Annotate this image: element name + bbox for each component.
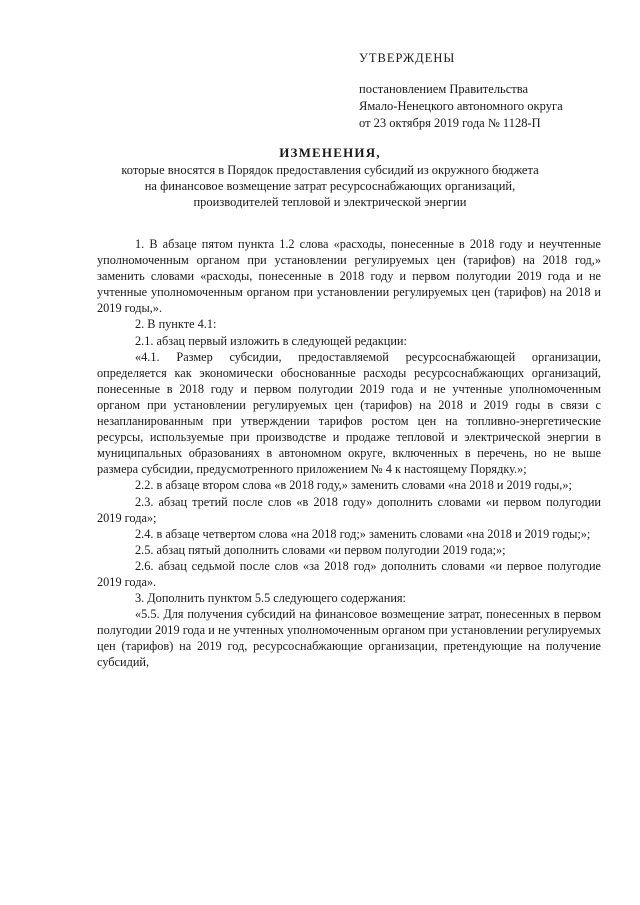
- document-title: [80, 145, 580, 210]
- approval-stamp: [359, 50, 563, 132]
- paragraph: «5.5. Для получения субсидий на финансовое возмещение затрат, понесенных в первом полугодии 2019 года и не учтенных уполномоченным органом при установлении регулируемых цен (тарифов) на 2019 год, ресурсоснабжающие организации, претендующие на получение субсидий,: [97, 607, 601, 670]
- paragraph: «4.1. Размер субсидии, предоставляемой ресурсоснабжающей организации, определяется как экономически обоснованные расходы ресурсоснабжающих организаций, понесенные в 2018 году и первом полугодии 2019 года и не учтенные уполномоченным органом при установлении регулируемых цен (тарифов) на 2018 и 2019 годы в связи с незапланированным при утверждении тарифов ростом цен на топливно-энергетические ресурсы, используемые при производстве и продаже тепловой и электрической энергии в муниципальных образованиях в автономном округе, включенных в перечень, но не выше размера субсидии, предусмотренного приложением № 4 к настоящему Порядку.»;: [97, 349, 601, 477]
- approval-line: Ямало-Ненецкого автономного округа: [359, 99, 563, 113]
- paragraph: 2.4. в абзаце четвертом слова «на 2018 год;» заменить словами «на 2018 и 2019 годы;»;: [135, 526, 591, 541]
- paragraph: 2.1. абзац первый изложить в следующей редакции:: [135, 333, 407, 348]
- approval-line: постановлением Правительства: [359, 82, 529, 96]
- document-body: [97, 236, 601, 671]
- approval-line: от 23 октября 2019 года № 1128-П: [359, 116, 541, 130]
- paragraph: 2.6. абзац седьмой после слов «за 2018 год» дополнить словами «и первое полугодие 2019 года».: [97, 558, 601, 589]
- approved-label: УТВЕРЖДЕНЫ: [359, 51, 456, 65]
- paragraph: 2.3. абзац третий после слов «в 2018 году» дополнить словами «и первом полугодии 2019 года»;: [97, 494, 601, 525]
- title-line: производителей тепловой и электрической энергии: [193, 195, 467, 209]
- paragraph: 1. В абзаце пятом пункта 1.2 слова «расходы, понесенные в 2018 году и неучтенные уполномоченным органом при установлении регулируемых цен (тарифов) на 2018 год,» заменить словами «расходы, понесенные в 2018 году и первом полугодии 2019 года и не учтенные уполномоченным органом при установлении регулируемых цен (тарифов) на 2018 и 2019 годы,».: [97, 237, 601, 316]
- paragraph: 3. Дополнить пунктом 5.5 следующего содержания:: [135, 591, 406, 606]
- title-line: которые вносятся в Порядок предоставления субсидий из окружного бюджета: [121, 163, 539, 177]
- title-line: на финансовое возмещение затрат ресурсоснабжающих организаций,: [144, 179, 516, 193]
- title-heading: ИЗМЕНЕНИЯ,: [279, 145, 381, 160]
- paragraph: 2.2. в абзаце втором слова «в 2018 году,» заменить словами «на 2018 и 2019 годы,»;: [135, 478, 572, 493]
- paragraph: 2.5. абзац пятый дополнить словами «и первом полугодии 2019 года;»;: [135, 542, 506, 557]
- paragraph: 2. В пункте 4.1:: [135, 317, 217, 332]
